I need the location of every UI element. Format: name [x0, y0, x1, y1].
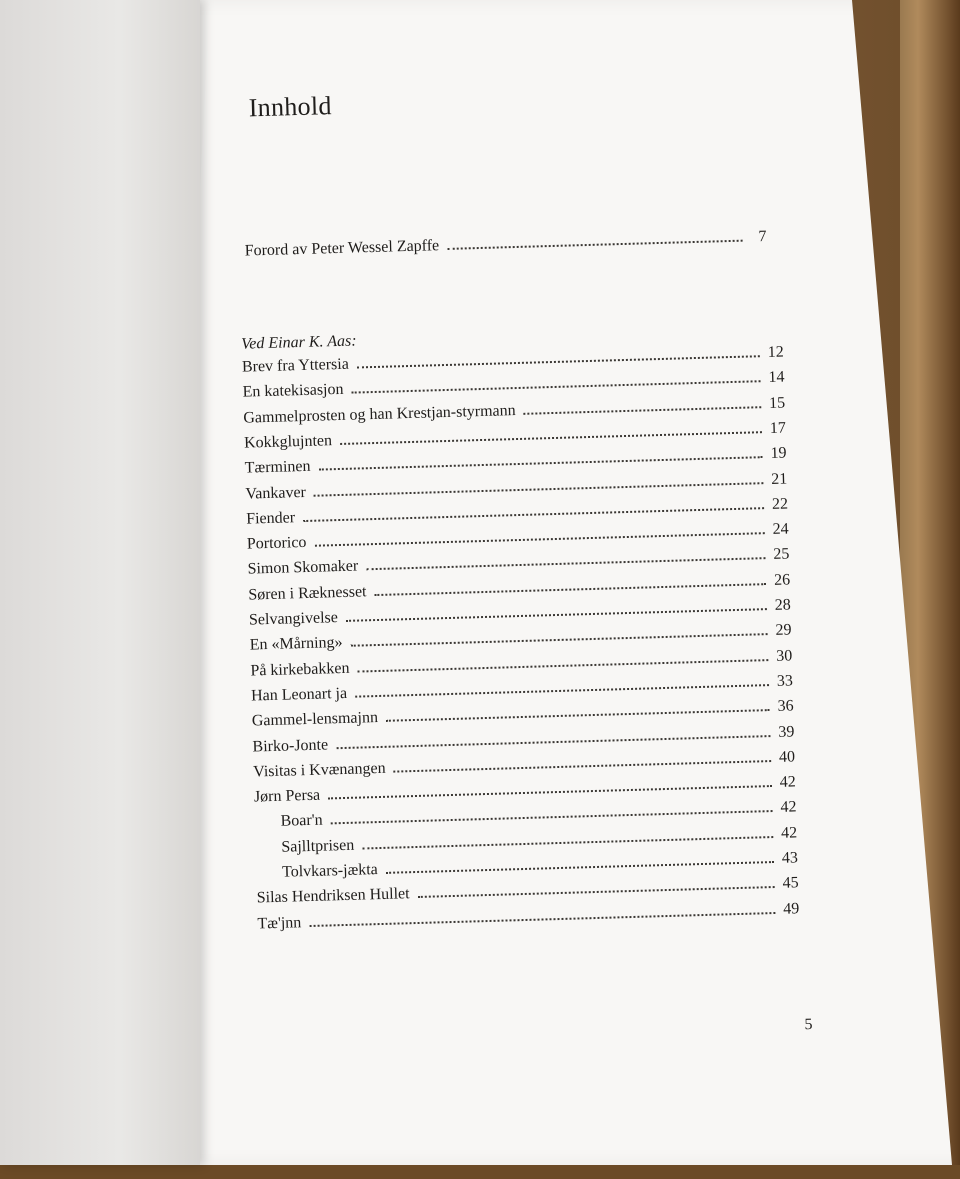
toc-entry-page: 19: [770, 444, 787, 463]
toc-entry-label: Gammel-lensmajnn: [251, 709, 379, 730]
toc-entry-label: Forord av Peter Wessel Zapffe: [244, 237, 440, 260]
toc-entry-label: Portorico: [246, 534, 307, 553]
toc-entry-page: 42: [779, 773, 796, 791]
toc-entry-page: 36: [777, 697, 794, 716]
section-label: Ved Einar K. Aas:: [241, 332, 357, 353]
leader-dots: [356, 339, 759, 368]
toc-entry-page: 22: [771, 495, 789, 513]
toc-entry-label: Sajlltprisen: [281, 836, 355, 856]
toc-entry-page: 42: [780, 824, 798, 842]
toc-entry-label: En «Mårning»: [249, 634, 343, 654]
toc-entry-label: Visitas i Kvænangen: [253, 759, 386, 781]
toc-entry-label: Kokkglujnten: [243, 432, 333, 452]
toc-entry-label: Boar'n: [280, 811, 323, 831]
toc-entry-page: 33: [776, 672, 794, 690]
toc-entry-label: Fiender: [245, 509, 296, 528]
toc-entry-page: 29: [775, 621, 792, 640]
toc-entry-label: Vankaver: [245, 483, 307, 503]
toc-entry-label: Tæ'jnn: [257, 913, 302, 933]
toc-entry-label: Tærminen: [244, 457, 311, 477]
toc-entry-label: Simon Skomaker: [247, 557, 359, 578]
toc-entry-page: 40: [778, 748, 796, 766]
toc-entry-page: 49: [783, 899, 800, 918]
leader-dots: [447, 224, 743, 250]
page-title: Innhold: [248, 91, 333, 123]
toc-entry-label: Birko-Jonte: [252, 735, 329, 756]
toc-entry-label: Selvangivelse: [248, 609, 339, 629]
toc-entry-page: 12: [767, 343, 784, 361]
toc-entry-page: 28: [774, 596, 792, 614]
toc-entry-label: En katekisasjon: [242, 381, 344, 401]
toc-entry-page: 24: [772, 520, 789, 539]
toc-entry-page: 26: [773, 571, 791, 589]
toc-entry-page: 15: [768, 394, 786, 412]
toc-entry-page: 45: [782, 874, 799, 893]
toc-entry-label: På kirkebakken: [250, 659, 350, 680]
toc-entry-page: 39: [778, 722, 795, 741]
toc-entry-label: Silas Hendriksen Hullet: [256, 885, 410, 907]
toc-entry-page: 7: [758, 227, 767, 246]
toc-entry-label: Tolvkars-jækta: [281, 861, 379, 881]
toc-entry-page: 30: [775, 647, 793, 665]
leader-dots: [523, 390, 761, 415]
toc-entry-foreword: [244, 223, 766, 260]
toc-entry-label: Gammelprosten og han Krestjan-styrmann: [243, 401, 516, 427]
toc-entry-page: 14: [768, 368, 785, 387]
toc-entry-page: 42: [780, 798, 797, 817]
page-number: 5: [804, 1016, 813, 1034]
toc-entry-page: 25: [773, 545, 790, 564]
toc-entry-label: Han Leonart ja: [250, 684, 348, 705]
toc-entry-label: Søren i Ræknesset: [248, 582, 367, 604]
toc-entry-page: 21: [771, 470, 788, 488]
toc-entry-label: Jørn Persa: [253, 786, 321, 806]
toc-entry-label: Brev fra Yttersia: [241, 355, 350, 376]
toc-entry-page: 43: [781, 849, 799, 867]
toc-entry-page: 17: [769, 419, 787, 437]
